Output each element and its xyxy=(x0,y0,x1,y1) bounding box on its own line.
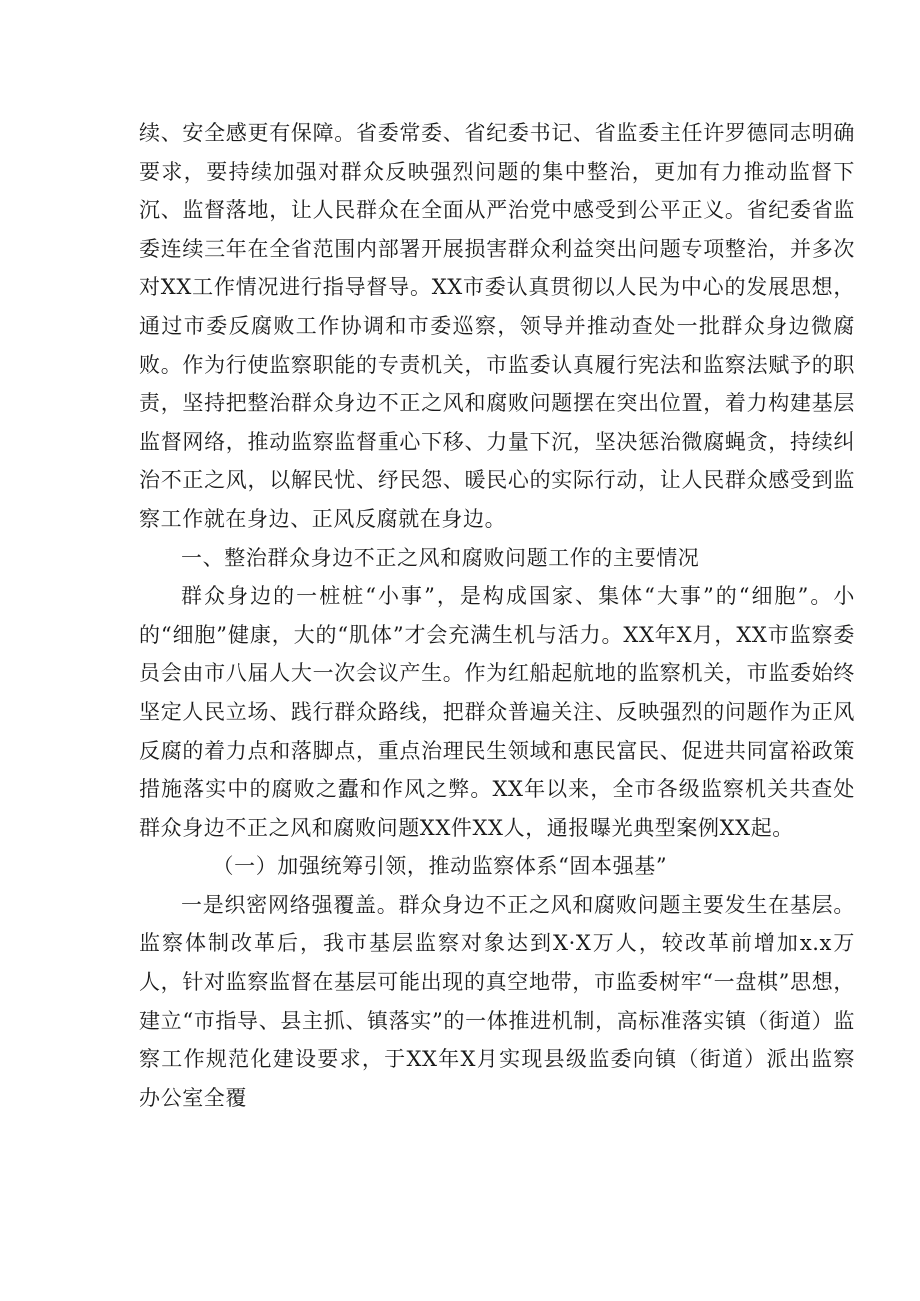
paragraph-network-coverage: 一是织密网络强覆盖。群众身边不正之风和腐败问题主要发生在基层。监察体制改革后，我市基层监察对象达到X·X万人，较改革前增加x.x万人，针对监察监督在基层可能出现的真空地带，市监委树牢“一盘棋”思想，建立“市指导、县主抓、镇落实”的一体推进机制，高标准落实镇（街道）监察工作规范化建设要求，于XX年X月实现县级监委向镇（街道）派出监察办公室全覆 xyxy=(139,892,855,1110)
document-body xyxy=(139,114,855,1117)
section-heading-1: 一、整治群众身边不正之风和腐败问题工作的主要情况 xyxy=(181,545,700,570)
paragraph-continuation: 续、安全感更有保障。省委常委、省纪委书记、省监委主任许罗德同志明确要求，要持续加强对群众反映强烈问题的集中整治，更加有力推动监督下沉、监督落地，让人民群众在全面从严治党中感受到公平正义。省纪委省监委连续三年在全省范围内部署开展损害群众利益突出问题专项整治，并多次对XX工作情况进行指导督导。XX市委认真贯彻以人民为中心的发展思想，通过市委反腐败工作协调和市委巡察，领导并推动查处一批群众身边微腐败。作为行使监察职能的专责机关，市监委认真履行宪法和监察法赋予的职责，坚持把整治群众身边不正之风和腐败问题摆在突出位置，着力构建基层监督网络，推动监察监督重心下移、力量下沉，坚决惩治微腐蝇贪，持续纠治不正之风，以解民忧、纾民怨、暖民心的实际行动，让人民群众感受到监察工作就在身边、正风反腐就在身边。 xyxy=(139,121,855,531)
paragraph-main-situation: 群众身边的一桩桩“小事”，是构成国家、集体“大事”的“细胞”。小的“细胞”健康，大的“肌体”才会充满生机与活力。XX年X月，XX市监察委员会由市八届人大一次会议产生。作为红船起航地的监察机关，市监委始终坚定人民立场、践行群众路线，把群众普遍关注、反映强烈的问题作为正风反腐的着力点和落脚点，重点治理民生领域和惠民富民、促进共同富裕政策措施落实中的腐败之蠹和作风之弊。XX年以来，全市各级监察机关共查处群众身边不正之风和腐败问题XX件XX人，通报曝光典型案例XX起。 xyxy=(139,584,855,840)
subsection-heading-1: （一）加强统筹引领，推动监察体系“固本强基” xyxy=(212,854,668,879)
